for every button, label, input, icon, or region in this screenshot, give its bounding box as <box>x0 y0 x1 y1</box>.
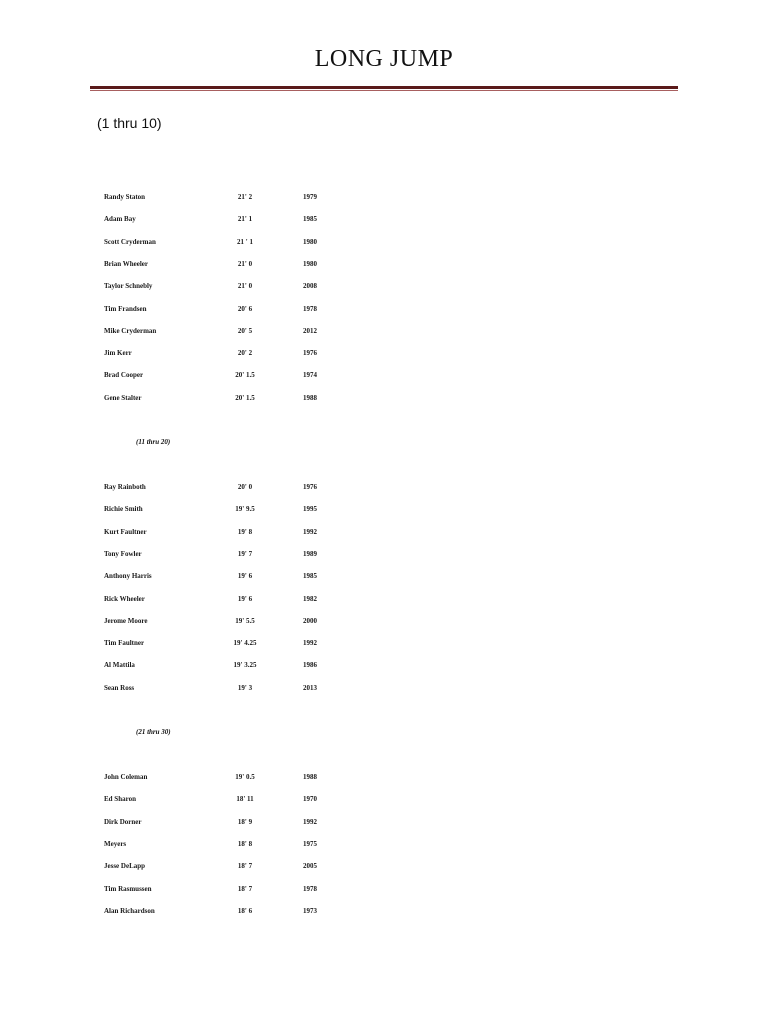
record-row <box>0 238 768 250</box>
title-divider-thin <box>90 90 678 91</box>
athlete-name: Jim Kerr <box>104 349 132 358</box>
record-year: 1988 <box>303 393 317 402</box>
record-row <box>0 639 768 651</box>
jump-distance: 21' 0 <box>237 259 253 268</box>
title-divider <box>90 86 678 92</box>
record-row <box>0 349 768 361</box>
record-year: 1973 <box>303 906 317 915</box>
jump-distance: 21 ' 1 <box>237 237 253 246</box>
athlete-name: Tony Fowler <box>104 549 142 558</box>
record-year: 1976 <box>303 483 317 491</box>
jump-distance: 19' 6 <box>237 594 253 603</box>
record-year: 1985 <box>303 215 317 224</box>
jump-distance: 20' 2 <box>237 349 253 358</box>
record-row <box>0 305 768 317</box>
athlete-name: Meyers <box>104 839 127 848</box>
record-year: 2005 <box>303 862 317 871</box>
jump-distance: 20' 0 <box>237 483 253 491</box>
athlete-name: Dirk Dorner <box>104 817 142 826</box>
record-year: 1995 <box>303 505 317 514</box>
record-year: 1970 <box>303 795 317 804</box>
jump-distance: 18' 6 <box>237 906 253 915</box>
jump-distance: 18' 8 <box>237 839 253 848</box>
record-year: 1992 <box>303 639 317 648</box>
athlete-name: Sean Ross <box>104 683 135 692</box>
record-row <box>0 907 768 919</box>
record-row <box>0 483 768 495</box>
record-row <box>0 818 768 830</box>
record-row <box>0 282 768 294</box>
record-row <box>0 193 768 205</box>
record-year: 1985 <box>303 572 317 581</box>
jump-distance: 19' 0.5 <box>235 773 255 781</box>
record-row <box>0 528 768 540</box>
jump-distance: 19' 7 <box>237 549 253 558</box>
record-year: 1992 <box>303 817 317 826</box>
record-year: 1979 <box>303 193 317 201</box>
record-year: 1980 <box>303 237 317 246</box>
jump-distance: 18' 7 <box>237 862 253 871</box>
record-year: 2008 <box>303 282 317 291</box>
jump-distance: 19' 8 <box>237 527 253 536</box>
jump-distance: 20' 6 <box>237 304 253 313</box>
athlete-name: Richie Smith <box>104 505 143 514</box>
jump-distance: 19' 6 <box>237 572 253 581</box>
jump-distance: 19' 3 <box>237 683 253 692</box>
jump-distance: 21' 0 <box>237 282 253 291</box>
athlete-name: Tim Frandsen <box>104 304 147 313</box>
jump-distance: 20' 5 <box>237 326 253 335</box>
athlete-name: Mike Cryderman <box>104 326 157 335</box>
record-row <box>0 684 768 696</box>
athlete-name: Randy Staton <box>104 193 146 201</box>
record-row <box>0 371 768 383</box>
record-year: 1974 <box>303 371 317 380</box>
athlete-name: Tim Faultner <box>104 639 145 648</box>
record-row <box>0 394 768 406</box>
athlete-name: Kurt Faultner <box>104 527 147 536</box>
record-row <box>0 572 768 584</box>
jump-distance: 19' 3.25 <box>233 661 257 670</box>
record-row <box>0 862 768 874</box>
record-row <box>0 215 768 227</box>
athlete-name: Anthony Harris <box>104 572 152 581</box>
record-year: 1980 <box>303 259 317 268</box>
athlete-name: Brian Wheeler <box>104 259 149 268</box>
record-year: 2000 <box>303 616 317 625</box>
jump-distance: 18' 7 <box>237 884 253 893</box>
jump-distance: 19' 9.5 <box>235 505 255 514</box>
record-year: 1986 <box>303 661 317 670</box>
jump-distance: 18' 9 <box>237 817 253 826</box>
jump-distance: 19' 5.5 <box>235 616 255 625</box>
athlete-name: Rick Wheeler <box>104 594 145 603</box>
record-row <box>0 260 768 272</box>
jump-distance: 21' 2 <box>237 193 253 201</box>
record-year: 1975 <box>303 839 317 848</box>
jump-distance: 20' 1.5 <box>235 393 255 402</box>
record-row <box>0 795 768 807</box>
record-year: 1989 <box>303 549 317 558</box>
athlete-name: Jerome Moore <box>104 616 148 625</box>
jump-distance: 18' 11 <box>236 795 254 804</box>
athlete-name: Scott Cryderman <box>104 237 156 246</box>
record-year: 1982 <box>303 594 317 603</box>
jump-distance: 20' 1.5 <box>235 371 255 380</box>
record-row <box>0 840 768 852</box>
title-divider-thick <box>90 86 678 89</box>
record-row <box>0 773 768 785</box>
record-row <box>0 550 768 562</box>
record-row <box>0 617 768 629</box>
athlete-name: Adam Bay <box>104 215 136 224</box>
athlete-name: Alan Richardson <box>104 906 155 915</box>
section-heading-21-30: (21 thru 30) <box>136 728 171 736</box>
record-row <box>0 505 768 517</box>
jump-distance: 21' 1 <box>237 215 253 224</box>
athlete-name: Taylor Schnebly <box>104 282 153 291</box>
athlete-name: Jesse DeLapp <box>104 862 146 871</box>
athlete-name: Brad Cooper <box>104 371 144 380</box>
athlete-name: Ray Rainboth <box>104 483 146 491</box>
athlete-name: John Coleman <box>104 773 148 781</box>
athlete-name: Al Mattila <box>104 661 135 670</box>
record-year: 1988 <box>303 773 317 781</box>
record-row <box>0 661 768 673</box>
section-heading-1-10: (1 thru 10) <box>97 115 162 131</box>
record-row <box>0 595 768 607</box>
record-year: 1976 <box>303 349 317 358</box>
page-title: LONG JUMP <box>314 46 454 72</box>
section-heading-11-20: (11 thru 20) <box>136 438 171 446</box>
athlete-name: Tim Rasmussen <box>104 884 152 893</box>
athlete-name: Gene Stalter <box>104 393 142 402</box>
record-row <box>0 327 768 339</box>
record-year: 1992 <box>303 527 317 536</box>
record-row <box>0 885 768 897</box>
record-year: 2012 <box>303 326 317 335</box>
record-year: 1978 <box>303 304 317 313</box>
record-year: 2013 <box>303 683 317 692</box>
record-year: 1978 <box>303 884 317 893</box>
athlete-name: Ed Sharon <box>104 795 136 804</box>
jump-distance: 19' 4.25 <box>233 639 257 648</box>
